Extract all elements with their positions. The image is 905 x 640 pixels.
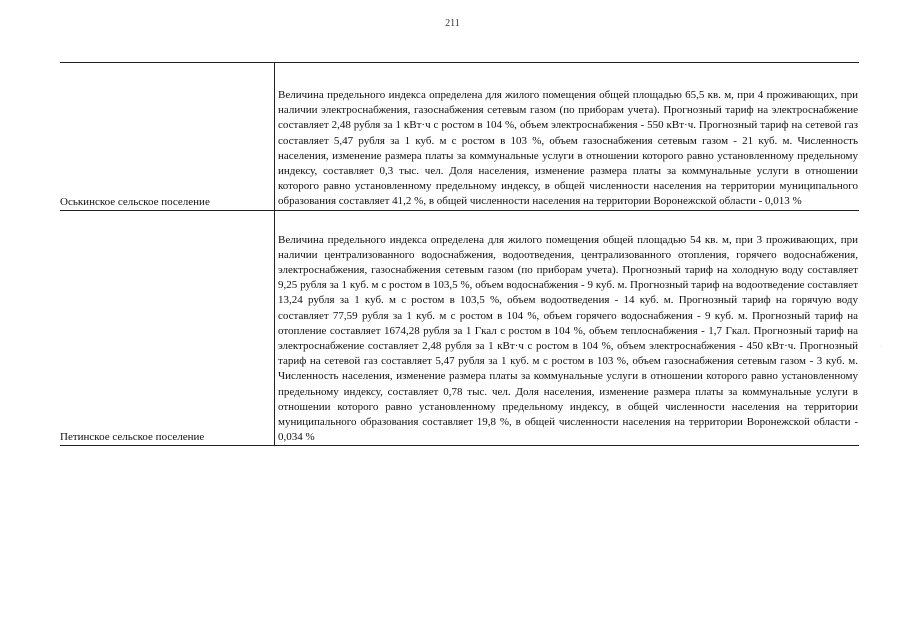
settlement-description: Величина предельного индекса определена для жилого помещения общей площадью 54 кв. м, при 3 проживающих, при наличии централизованного водоснабжения, водоотведения, централизованного отопления, горячего водоснабжения, электроснабжения, газоснабжения сетевым газом (по приборам учета). Прогнозный тариф на холодную воду составляет 9,25 рубля за 1 куб. м с ростом в 103,5 %, объем водоснабжения - 9 куб. м. Прогнозный тариф на водоотведение составляет 13,24 рубля за 1 куб. м с ростом в 103,5 %, объем водоотведения - 14 куб. м. Прогнозный тариф на горячую воду составляет 77,59 рубля за 1 куб. м с ростом в 104 %, объем горячего водоснабжения - 9 куб. м. Прогнозный тариф на отопление составляет 1674,28 рубля за 1 Гкал с ростом в 104 %, объем теплоснабжения - 1,7 Гкал. Прогнозный тариф на электроснабжение составляет 2,48 рубля за 1 кВт·ч с ростом в 104 %, объем электроснабжения - 450 кВт·ч. Прогнозный тариф на сетевой газ составляет 5,47 рубля за 1 куб. м с ростом в 103 %, объем газоснабжения сетевым газом - 3 куб. м. Численность населения, изменение размера платы за коммунальные услуги в отношении которого равно установленному предельному индексу, составляет 0,78 тыс. чел. Доля населения, изменение размера платы за коммунальные услуги в отношении которого равно установленному предельному индексу, в общей численности населения на территории муниципального образования составляет 19,8 %, в общей численности населения на территории Воронежской области - 0,034 %	[275, 210, 860, 446]
tariff-index-table	[60, 62, 859, 446]
settlement-description: Величина предельного индекса определена для жилого помещения общей площадью 65,5 кв. м, при 4 проживающих, при наличии электроснабжения, газоснабжения сетевым газом (по приборам учета). Прогнозный тариф на электроснабжение составляет 2,48 рубля за 1 кВт·ч с ростом в 104 %, объем электроснабжения - 550 кВт·ч. Прогнозный тариф на сетевой газ составляет 5,47 рубля за 1 куб. м с ростом в 103 %, объем газоснабжения сетевым газом - 21 куб. м. Численность населения, изменение размера платы за коммунальные услуги в отношении которого равно установленному предельному индексу, составляет 0,3 тыс. чел. Доля населения, изменение размера платы за коммунальные услуги в отношении которого равно установленному предельному индексу, в общей численности населения на территории муниципального образования составляет 41,2 %, в общей численности населения на территории Воронежской области - 0,013 %	[275, 63, 860, 211]
table-row	[60, 63, 859, 211]
settlement-name: Оськинское сельское поселение	[60, 63, 275, 211]
scan-speck: ·	[880, 344, 882, 350]
settlement-name: Петинское сельское поселение	[60, 210, 275, 446]
table-row	[60, 210, 859, 446]
page-number: 211	[445, 18, 460, 29]
